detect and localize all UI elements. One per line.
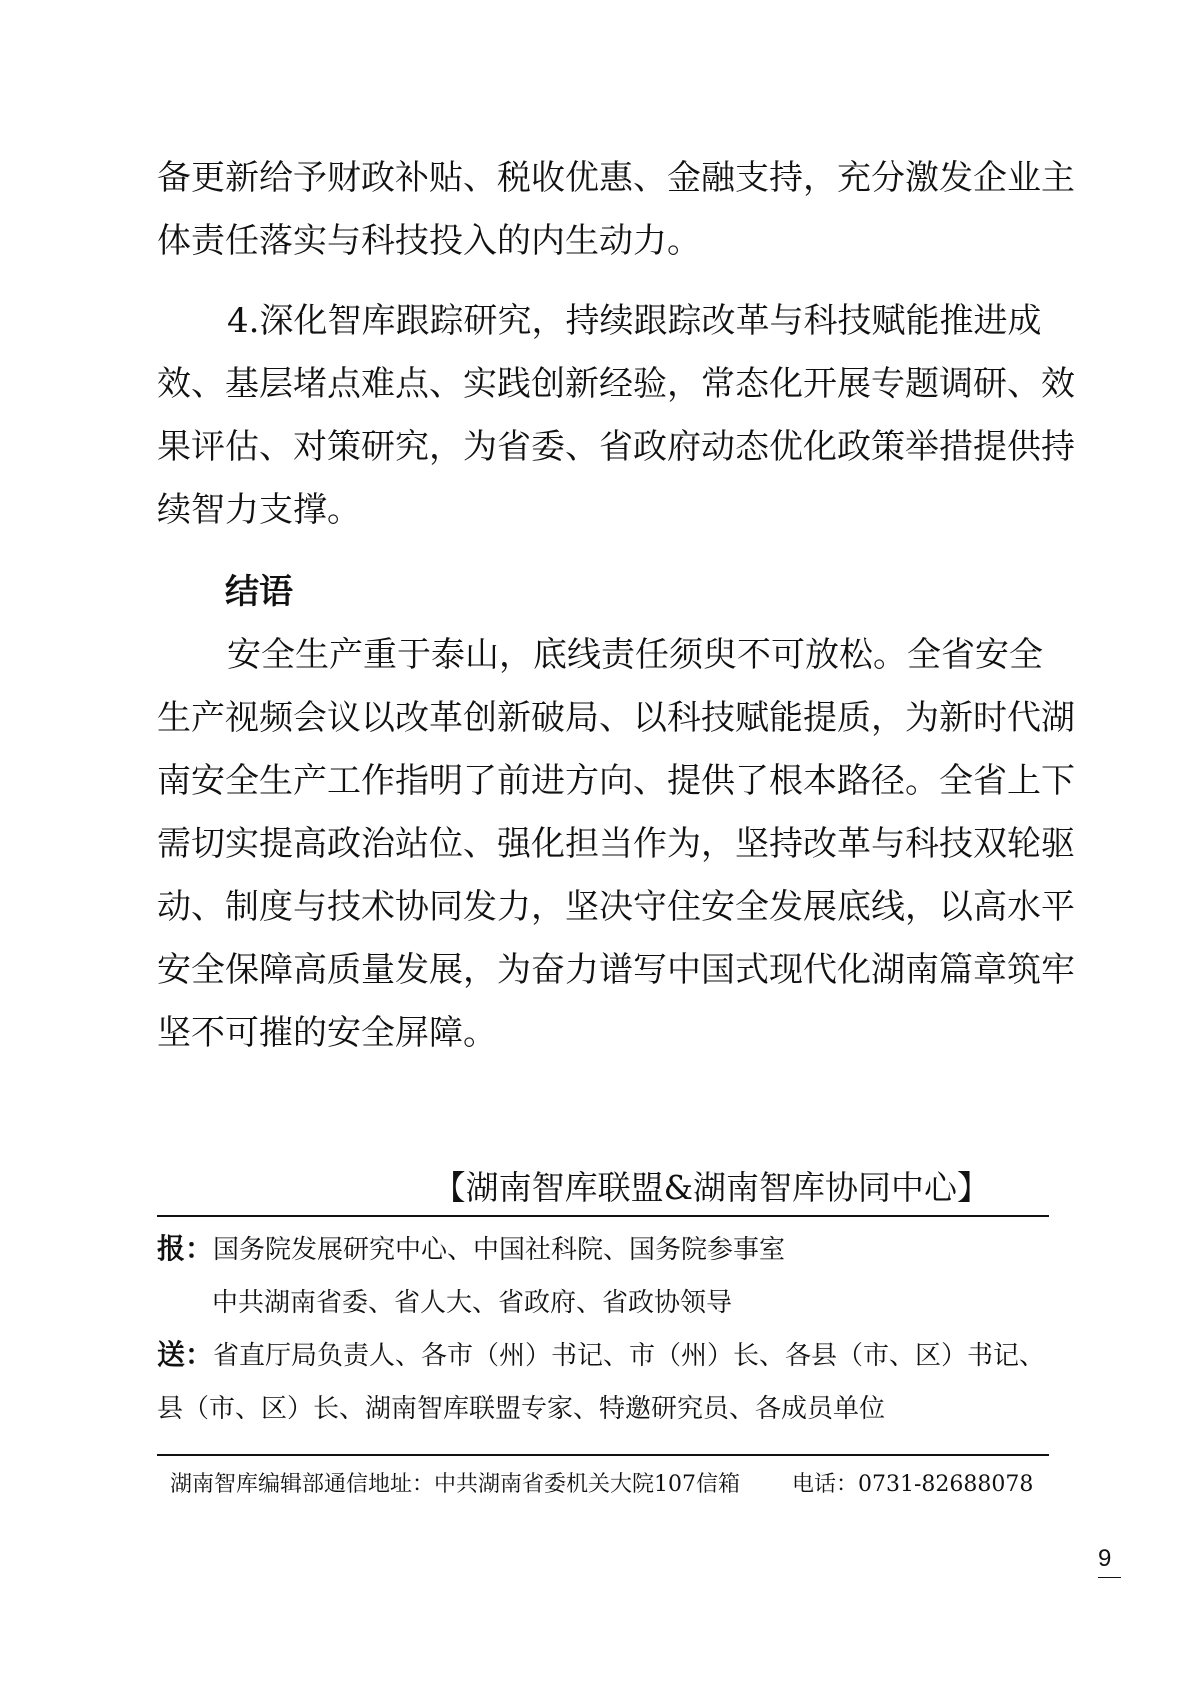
text-line: 坚不可摧的安全屏障。: [157, 1013, 497, 1053]
text-line: 动、制度与技术协同发力，坚决守住安全发展底线，以高水平: [157, 887, 1075, 927]
footer-address: 湖南智库编辑部通信地址：中共湖南省委机关大院107信箱: [170, 1472, 740, 1497]
text-line: 续智力支撑。: [157, 490, 361, 530]
send-label: 送：: [157, 1338, 214, 1371]
text-line: 生产视频会议以改革创新破局、以科技赋能提质，为新时代湖: [157, 698, 1075, 738]
source-attribution: 【湖南智库联盟&湖南智库协同中心】: [432, 1168, 990, 1207]
text-line: 效、基层堵点难点、实践创新经验，常态化开展专题调研、效: [157, 364, 1075, 404]
text-line: 需切实提高政治站位、强化担当作为，坚持改革与科技双轮驱: [157, 824, 1075, 864]
divider-bottom: [157, 1454, 1049, 1456]
text-line: 安全保障高质量发展，为奋力谱写中国式现代化湖南篇章筑牢: [157, 950, 1075, 990]
footer-phone: 电话：0731-82688078: [792, 1472, 1034, 1497]
send-to-line-2: [157, 1389, 885, 1429]
page-number: 9: [1098, 1543, 1121, 1578]
report-label: 报：: [157, 1232, 214, 1265]
text-line: 安全生产重于泰山，底线责任须臾不可放松。全省安全: [227, 635, 1043, 675]
text-line: 南安全生产工作指明了前进方向、提供了根本路径。全省上下: [157, 761, 1075, 801]
send-recipients-1: 省直厅局负责人、各市（州）书记、市（州）长、各县（市、区）书记、: [213, 1341, 1046, 1371]
divider-top: [157, 1215, 1049, 1217]
text-line: 果评估、对策研究，为省委、省政府动态优化政策举措提供持: [157, 427, 1075, 467]
send-to-line-1: [157, 1335, 1049, 1376]
conclusion-paragraph: [157, 624, 1075, 1065]
text-line: 备更新给予财政补贴、税收优惠、金融支持，充分激发企业主: [157, 158, 1075, 198]
text-line: 体责任落实与科技投入的内生动力。: [157, 221, 701, 261]
body-paragraph-1: [157, 147, 1075, 273]
section-heading: 结语: [225, 572, 293, 612]
report-recipients-2: 中共湖南省委、省人大、省政府、省政协领导: [212, 1288, 733, 1318]
send-recipients-2: 县（市、区）长、湖南智库联盟专家、特邀研究员、各成员单位: [157, 1394, 886, 1424]
report-to-line-2: [212, 1283, 732, 1323]
report-recipients-1: 国务院发展研究中心、中国社科院、国务院参事室: [213, 1235, 786, 1265]
report-to-line-1: [157, 1229, 785, 1270]
text-line: 4.深化智库跟踪研究，持续跟踪改革与科技赋能推进成: [227, 301, 1042, 341]
footer-contact: [170, 1468, 1033, 1502]
body-paragraph-2: [157, 290, 1075, 542]
